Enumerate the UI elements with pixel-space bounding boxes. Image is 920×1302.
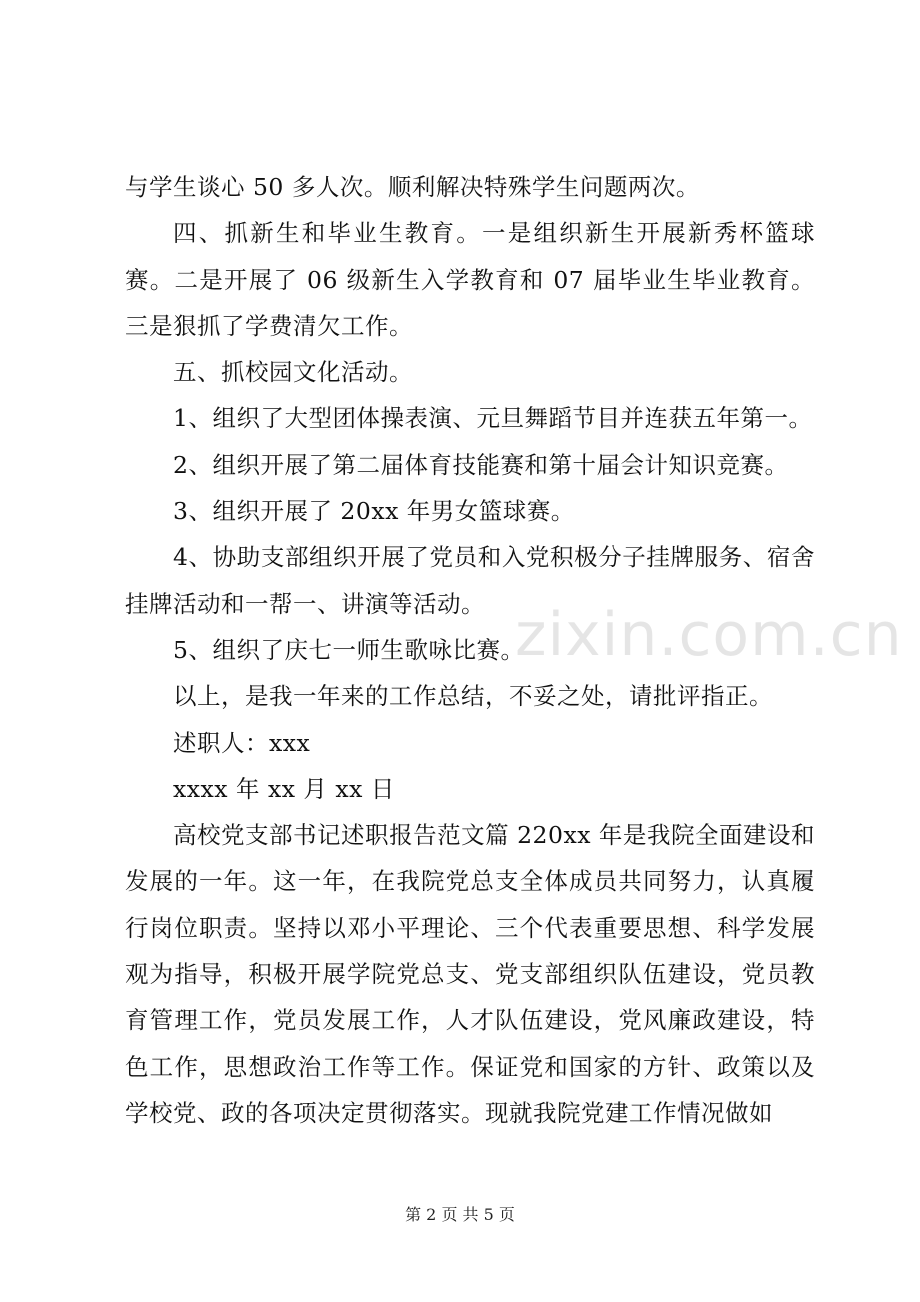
paragraph: 4、协助支部组织开展了党员和入党积极分子挂牌服务、宿舍挂牌活动和一帮一、讲演等活动。	[125, 543, 815, 618]
paragraph: 以上，是我一年来的工作总结，不妥之处，请批评指正。	[173, 682, 773, 711]
paragraph: 高校党支部书记述职报告范文篇 220xx 年是我院全面建设和发展的一年。这一年，在我院党总支全体成员共同努力，认真履行岗位职责。坚持以邓小平理论、三个代表重要思想、科学发展观为指导，积极开展学院党总支、党支部组织队伍建设，党员教育管理工作，党员发展工作，人才队伍建设，党风廉政建设，特色工作，思想政治工作等工作。保证党和国家的方针、政策以及学校党、政的各项决定贯彻落实。现就我院党建工作情况做如	[125, 821, 815, 1127]
paragraph: 四、抓新生和毕业生教育。一是组织新生开展新秀杯篮球赛。二是开展了 06 级新生入学教育和 07 届毕业生毕业教育。三是狠抓了学费清欠工作。	[125, 219, 815, 340]
signature-line: 述职人：xxx	[173, 728, 311, 757]
paragraph: 1、组织了大型团体操表演、元旦舞蹈节目并连获五年第一。	[173, 404, 813, 433]
watermark: zixin.com.cn	[515, 600, 903, 670]
paragraph: 3、组织开展了 20xx 年男女篮球赛。	[173, 497, 575, 526]
paragraph: 5、组织了庆七一师生歌咏比赛。	[173, 635, 525, 664]
page-footer: 第 2 页 共 5 页	[405, 1205, 515, 1224]
paragraph: 2、组织开展了第二届体育技能赛和第十届会计知识竞赛。	[173, 450, 789, 479]
paragraph: 五、抓校园文化活动。	[173, 358, 413, 387]
paragraph: 与学生谈心 50 多人次。顺利解决特殊学生问题两次。	[125, 173, 700, 201]
date-line: xxxx 年 xx 月 xx 日	[173, 774, 395, 803]
